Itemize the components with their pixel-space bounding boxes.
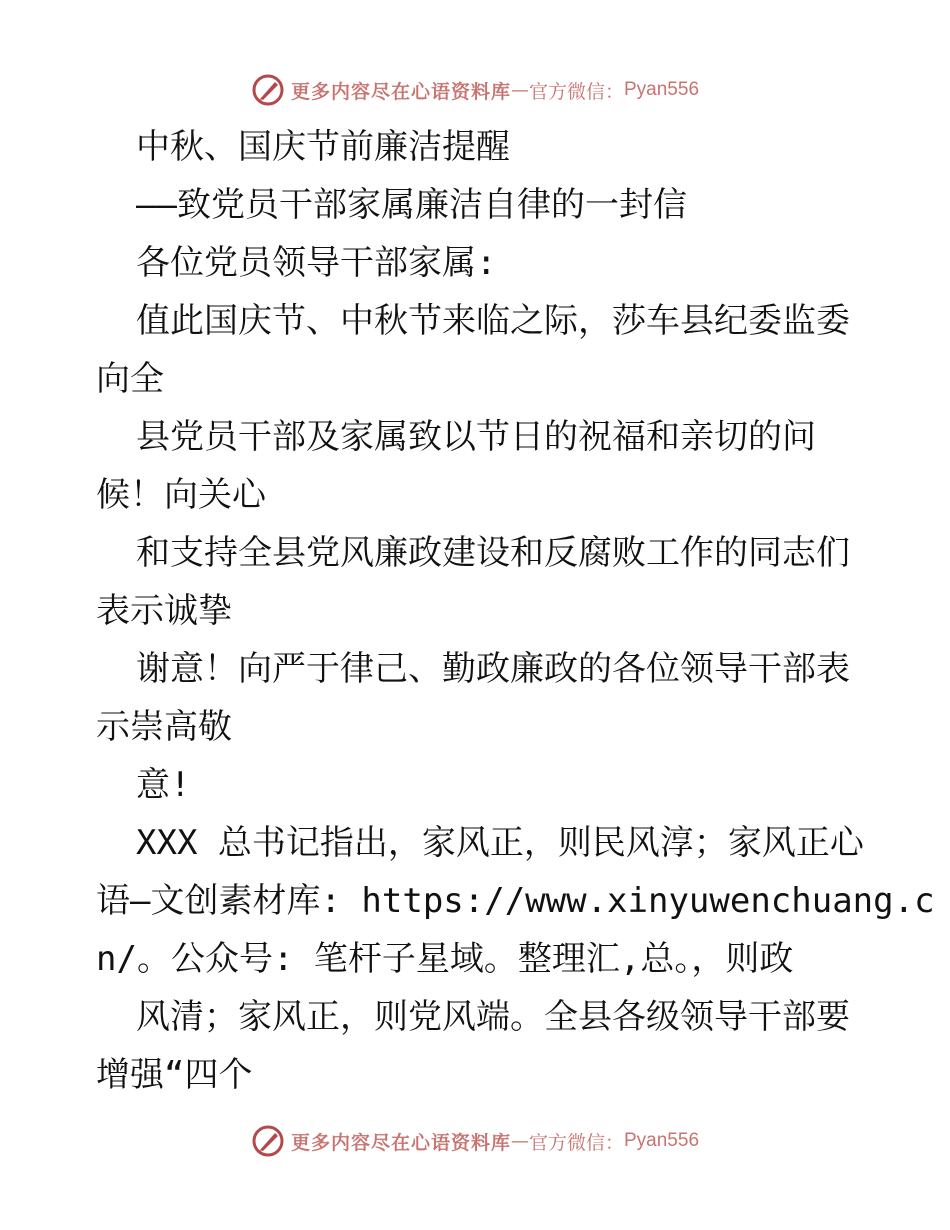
letter-subtitle: ——致党员干部家属廉洁自律的一封信 <box>136 185 687 225</box>
text-line: 语—文创素材库: https://www.xinyuwenchuang.c <box>96 881 935 921</box>
text-line: XXX 总书记指出，家风正，则民风淳；家风正心 <box>136 823 864 863</box>
letter-body <box>96 118 935 1104</box>
text-line: 表示诚挚 <box>96 591 232 631</box>
footer-watermark <box>0 1121 950 1161</box>
letter-title: 中秋、国庆节前廉洁提醒 <box>136 127 510 167</box>
text-line: 谢意！向严于律己、勤政廉政的各位领导干部表 <box>136 649 850 689</box>
text-line: n/。公众号: 笔杆子星域。整理汇,总。，则政 <box>96 939 794 979</box>
text-line: 增强“四个 <box>96 1055 253 1095</box>
text-line: 向全 <box>96 359 164 399</box>
text-line: 县党员干部及家属致以节日的祝福和亲切的问 <box>136 417 816 457</box>
watermark-wechat-id: Pyan556 <box>624 1130 700 1151</box>
quill-pen-logo-icon <box>251 1124 285 1158</box>
letter-salutation: 各位党员领导干部家属: <box>136 243 497 283</box>
watermark-wechat-id: Pyan556 <box>624 79 700 100</box>
watermark-wechat-label: 官方微信： <box>528 1131 624 1154</box>
watermark-wechat-label: 官方微信： <box>528 80 624 103</box>
text-line: 候！向关心 <box>96 475 266 515</box>
text-line: 意! <box>136 765 191 805</box>
watermark-text: 更多内容尽在心语资料库 <box>290 80 511 103</box>
text-line: 示崇高敬 <box>96 707 232 747</box>
quill-pen-logo-icon <box>251 73 285 107</box>
watermark-separator: — <box>510 79 529 101</box>
text-line: 和支持全县党风廉政建设和反腐败工作的同志们 <box>136 533 850 573</box>
watermark-separator: — <box>510 1130 529 1152</box>
watermark-text: 更多内容尽在心语资料库 <box>290 1131 511 1154</box>
text-line: 风清；家风正，则党风端。全县各级领导干部要 <box>136 997 850 1037</box>
text-line: 值此国庆节、中秋节来临之际，莎车县纪委监委 <box>136 301 850 341</box>
header-watermark <box>0 70 950 110</box>
